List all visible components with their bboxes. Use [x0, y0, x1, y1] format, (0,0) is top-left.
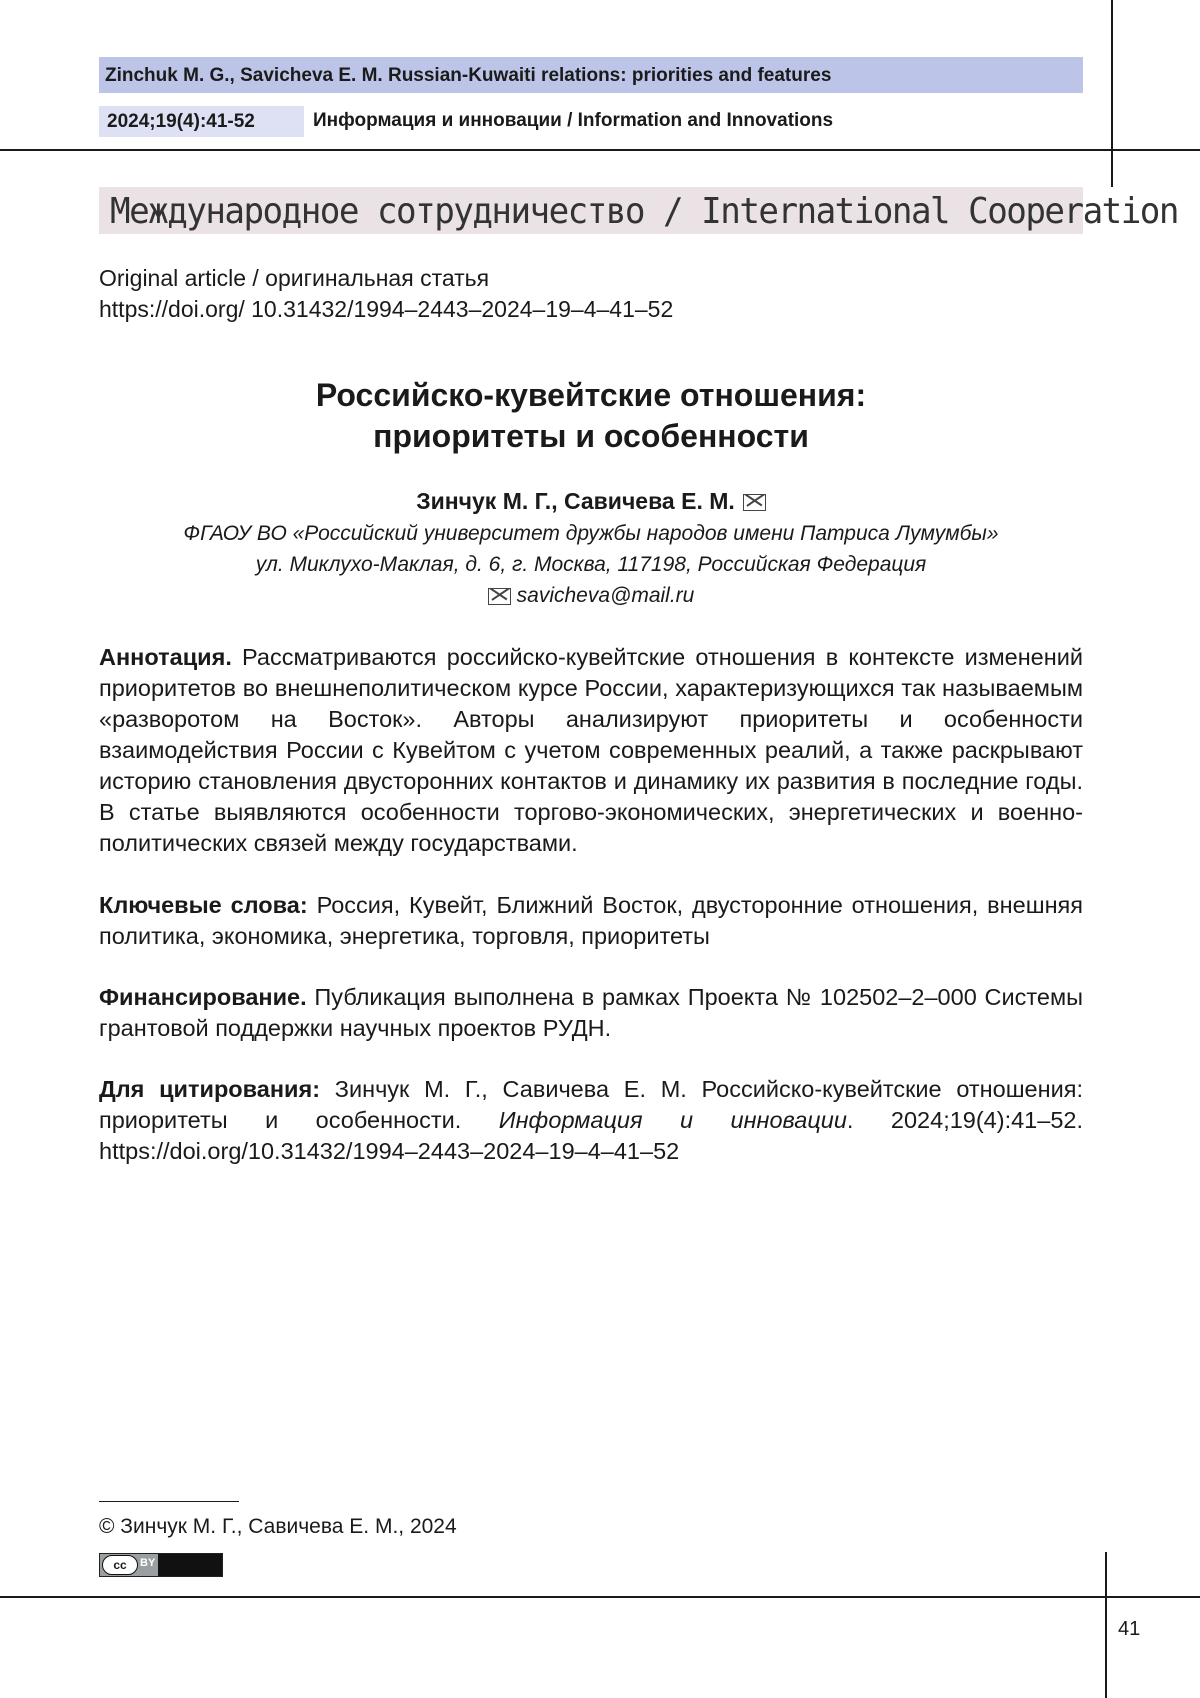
- keywords-label: Ключевые слова:: [99, 892, 308, 918]
- cite-text-end: . 2024;19(4):41–52. https://doi.org/10.31432/1994–2443–2024–19–4–41–52: [99, 1107, 1083, 1164]
- authors: [99, 488, 1083, 515]
- envelope-icon: [743, 494, 766, 511]
- email-line: [99, 584, 1083, 608]
- cite-label: Для цитирования:: [99, 1076, 321, 1102]
- by-icon: BY: [140, 1557, 156, 1569]
- abstract-text: Рассматриваются российско-кувейтские отношения в контексте изменений приоритетов во внешнеполитическом курсе России, характеризующихся так называемым «разворотом на Восток». Авторы анализируют приоритеты и особенности взаимодействия России с Кувейтом с учетом современных реалий, а также раскрывают историю становления двусторонних контактов и динамику их развития в последние годы. В статье выявляются особенности торгово-экономических, энергетических и военно-политических связей между государствами.: [99, 644, 1083, 856]
- journal-name: Информация и инновации / Information and Innovations: [313, 110, 834, 131]
- page-number: 41: [1118, 1618, 1141, 1640]
- footer-rule: [0, 1596, 1200, 1598]
- article-title-line2: приоритеты и особенности: [373, 418, 809, 454]
- section-band: [99, 187, 1178, 234]
- cc-by-license-badge[interactable]: [99, 1553, 223, 1577]
- running-title: Zinchuk M. G., Savicheva E. M. Russian-Kuwaiti relations: priorities and features: [105, 65, 832, 86]
- footnote-rule: [99, 1501, 239, 1502]
- keywords: [99, 890, 1083, 952]
- footer-vertical-rule: [1105, 1552, 1107, 1698]
- authors-names: Зинчук М. Г., Савичева Е. М.: [416, 488, 735, 514]
- keywords-text: Россия, Кувейт, Ближний Восток, двусторонние отношения, внешняя политика, экономика, энергетика, торговля, приоритеты: [99, 892, 1083, 949]
- envelope-icon: [488, 588, 511, 605]
- affiliation-org: ФГАОУ ВО «Российский университет дружбы народов имени Патриса Лумумбы»: [183, 522, 999, 545]
- running-title-band: [99, 57, 1083, 93]
- abstract-label: Аннотация.: [99, 644, 232, 670]
- cite-journal: Информация и инновации: [498, 1107, 847, 1133]
- email-link[interactable]: savicheva@mail.ru: [516, 584, 695, 607]
- doi-link[interactable]: https://doi.org/ 10.31432/1994–2443–2024–19–4–41–52: [99, 296, 674, 322]
- abstract: [99, 642, 1083, 859]
- affiliation-address: ул. Миклухо-Маклая, д. 6, г. Москва, 117198, Российская Федерация: [255, 553, 927, 576]
- citation-band: [99, 106, 304, 137]
- article-title-line1: Российско-кувейтские отношения:: [315, 377, 867, 413]
- funding: [99, 982, 1083, 1044]
- cite-text: Зинчук М. Г., Савичева Е. М. Российско-кувейтские отношения: приоритеты и особенности.: [99, 1076, 1083, 1133]
- article-type: Original article / оригинальная статья: [99, 265, 490, 291]
- funding-label: Финансирование.: [99, 984, 307, 1010]
- how-to-cite: [99, 1074, 1083, 1167]
- header-vertical-rule: [1111, 0, 1113, 187]
- header-rule: [0, 149, 1200, 151]
- copyright: © Зинчук М. Г., Савичева Е. М., 2024: [99, 1515, 457, 1538]
- cc-icon: cc: [102, 1555, 138, 1575]
- funding-text: Публикация выполнена в рамках Проекта № 102502–2–000 Системы грантовой поддержки научных проектов РУДН.: [99, 984, 1083, 1041]
- section-title: Международное сотрудничество / International Cooperation: [110, 191, 1178, 232]
- citation-ref: 2024;19(4):41-52: [107, 111, 255, 132]
